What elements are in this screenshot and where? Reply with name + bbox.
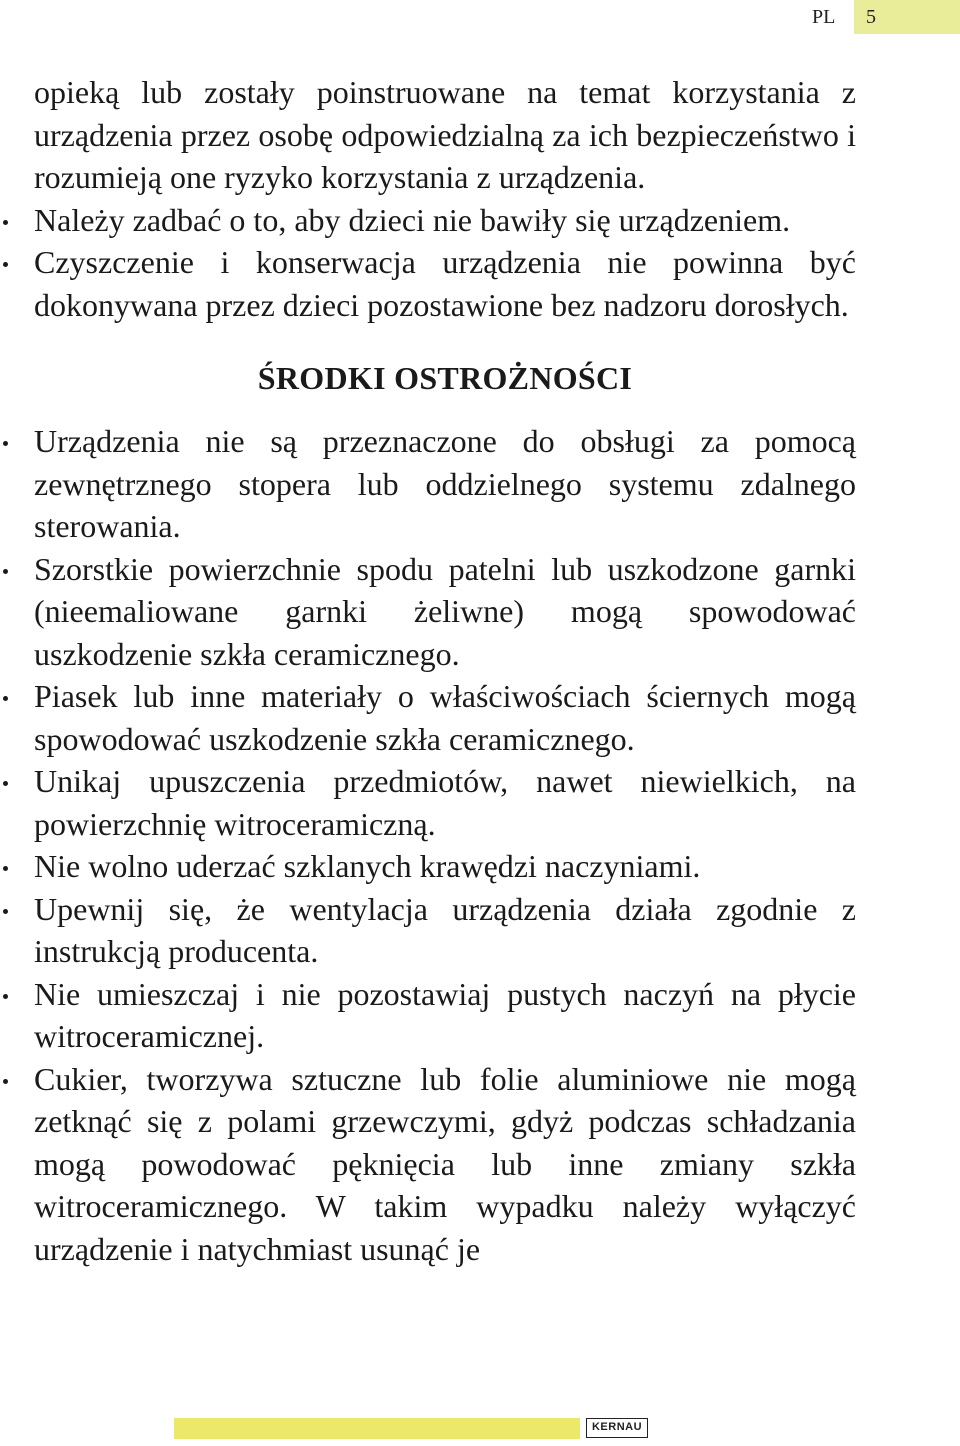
- list-item-text: Szorstkie powierzchnie spodu patelni lub uszkodzone garnki (nieemaliowane garnki żeliwne) mogą spowodować uszkodzenie szkła ceramicznego.: [34, 550, 856, 672]
- bullet-icon: [3, 994, 8, 999]
- brand-logo: KERNAU: [586, 1418, 648, 1438]
- intro-paragraph: opieką lub zostały poinstruowane na temat korzystania z urządzenia przez osobę odpowiedzialną za ich bezpieczeństwo i rozumieją one ryzyko korzystania z urządzenia.: [34, 74, 856, 195]
- list-item-text: Należy zadbać o to, aby dzieci nie bawiły się urządzeniem.: [34, 201, 791, 238]
- list-item: [34, 548, 856, 676]
- list-item-text: Upewnij się, że wentylacja urządzenia działa zgodnie z instrukcją producenta.: [34, 890, 856, 969]
- bullet-icon: [3, 220, 8, 225]
- list-item-text: Piasek lub inne materiały o właściwościach ściernych mogą spowodować uszkodzenie szkła ceramicznego.: [34, 678, 856, 757]
- language-label: PL: [812, 6, 836, 28]
- list-item: [34, 1058, 856, 1271]
- list-item-text: Nie wolno uderzać szklanych krawędzi naczyniami.: [34, 848, 701, 884]
- list-item: [34, 973, 856, 1058]
- document-body: [34, 71, 856, 1270]
- list-item-text: Czyszczenie i konserwacja urządzenia nie powinna być dokonywana przez dzieci pozostawione bez nadzoru dorosłych.: [34, 244, 856, 323]
- bullet-icon: [3, 569, 8, 574]
- list-item: [34, 675, 856, 760]
- bullet-icon: [3, 441, 8, 446]
- list-item: [34, 888, 856, 973]
- bullet-icon: [3, 262, 8, 267]
- list-item-text: Unikaj upuszczenia przedmiotów, nawet niewielkich, na powierzchnię witroceramiczną.: [34, 763, 856, 842]
- bullet-icon: [3, 866, 8, 871]
- list-item: [34, 199, 856, 242]
- list-item-text: Urządzenia nie są przeznaczone do obsługi za pomocą zewnętrznego stopera lub oddzielnego systemu zdalnego sterowania.: [34, 423, 856, 544]
- bullet-icon: [3, 781, 8, 786]
- list-item: [34, 420, 856, 548]
- list-item: [34, 760, 856, 845]
- page-number: 5: [866, 6, 876, 28]
- list-item: [34, 241, 856, 326]
- list-item: [34, 845, 856, 888]
- footer-accent-bar: [174, 1418, 580, 1439]
- bullet-icon: [3, 909, 8, 914]
- section-heading: ŚRODKI OSTROŻNOŚCI: [257, 360, 633, 396]
- list-item-text: Nie umieszczaj i nie pozostawiaj pustych naczyń na płycie witroceramicznej.: [34, 975, 856, 1054]
- list-item-text: Cukier, tworzywa sztuczne lub folie aluminiowe nie mogą zetknąć się z polami grzewczymi, gdyż podczas schładzania mogą powodować pęknięcia lub inne zmiany szkła witroceramicznego. W takim wypadku należy wyłączyć urządzenie i natychmiast usunąć je: [34, 1060, 856, 1267]
- bullet-icon: [3, 696, 8, 701]
- bullet-icon: [3, 1079, 8, 1084]
